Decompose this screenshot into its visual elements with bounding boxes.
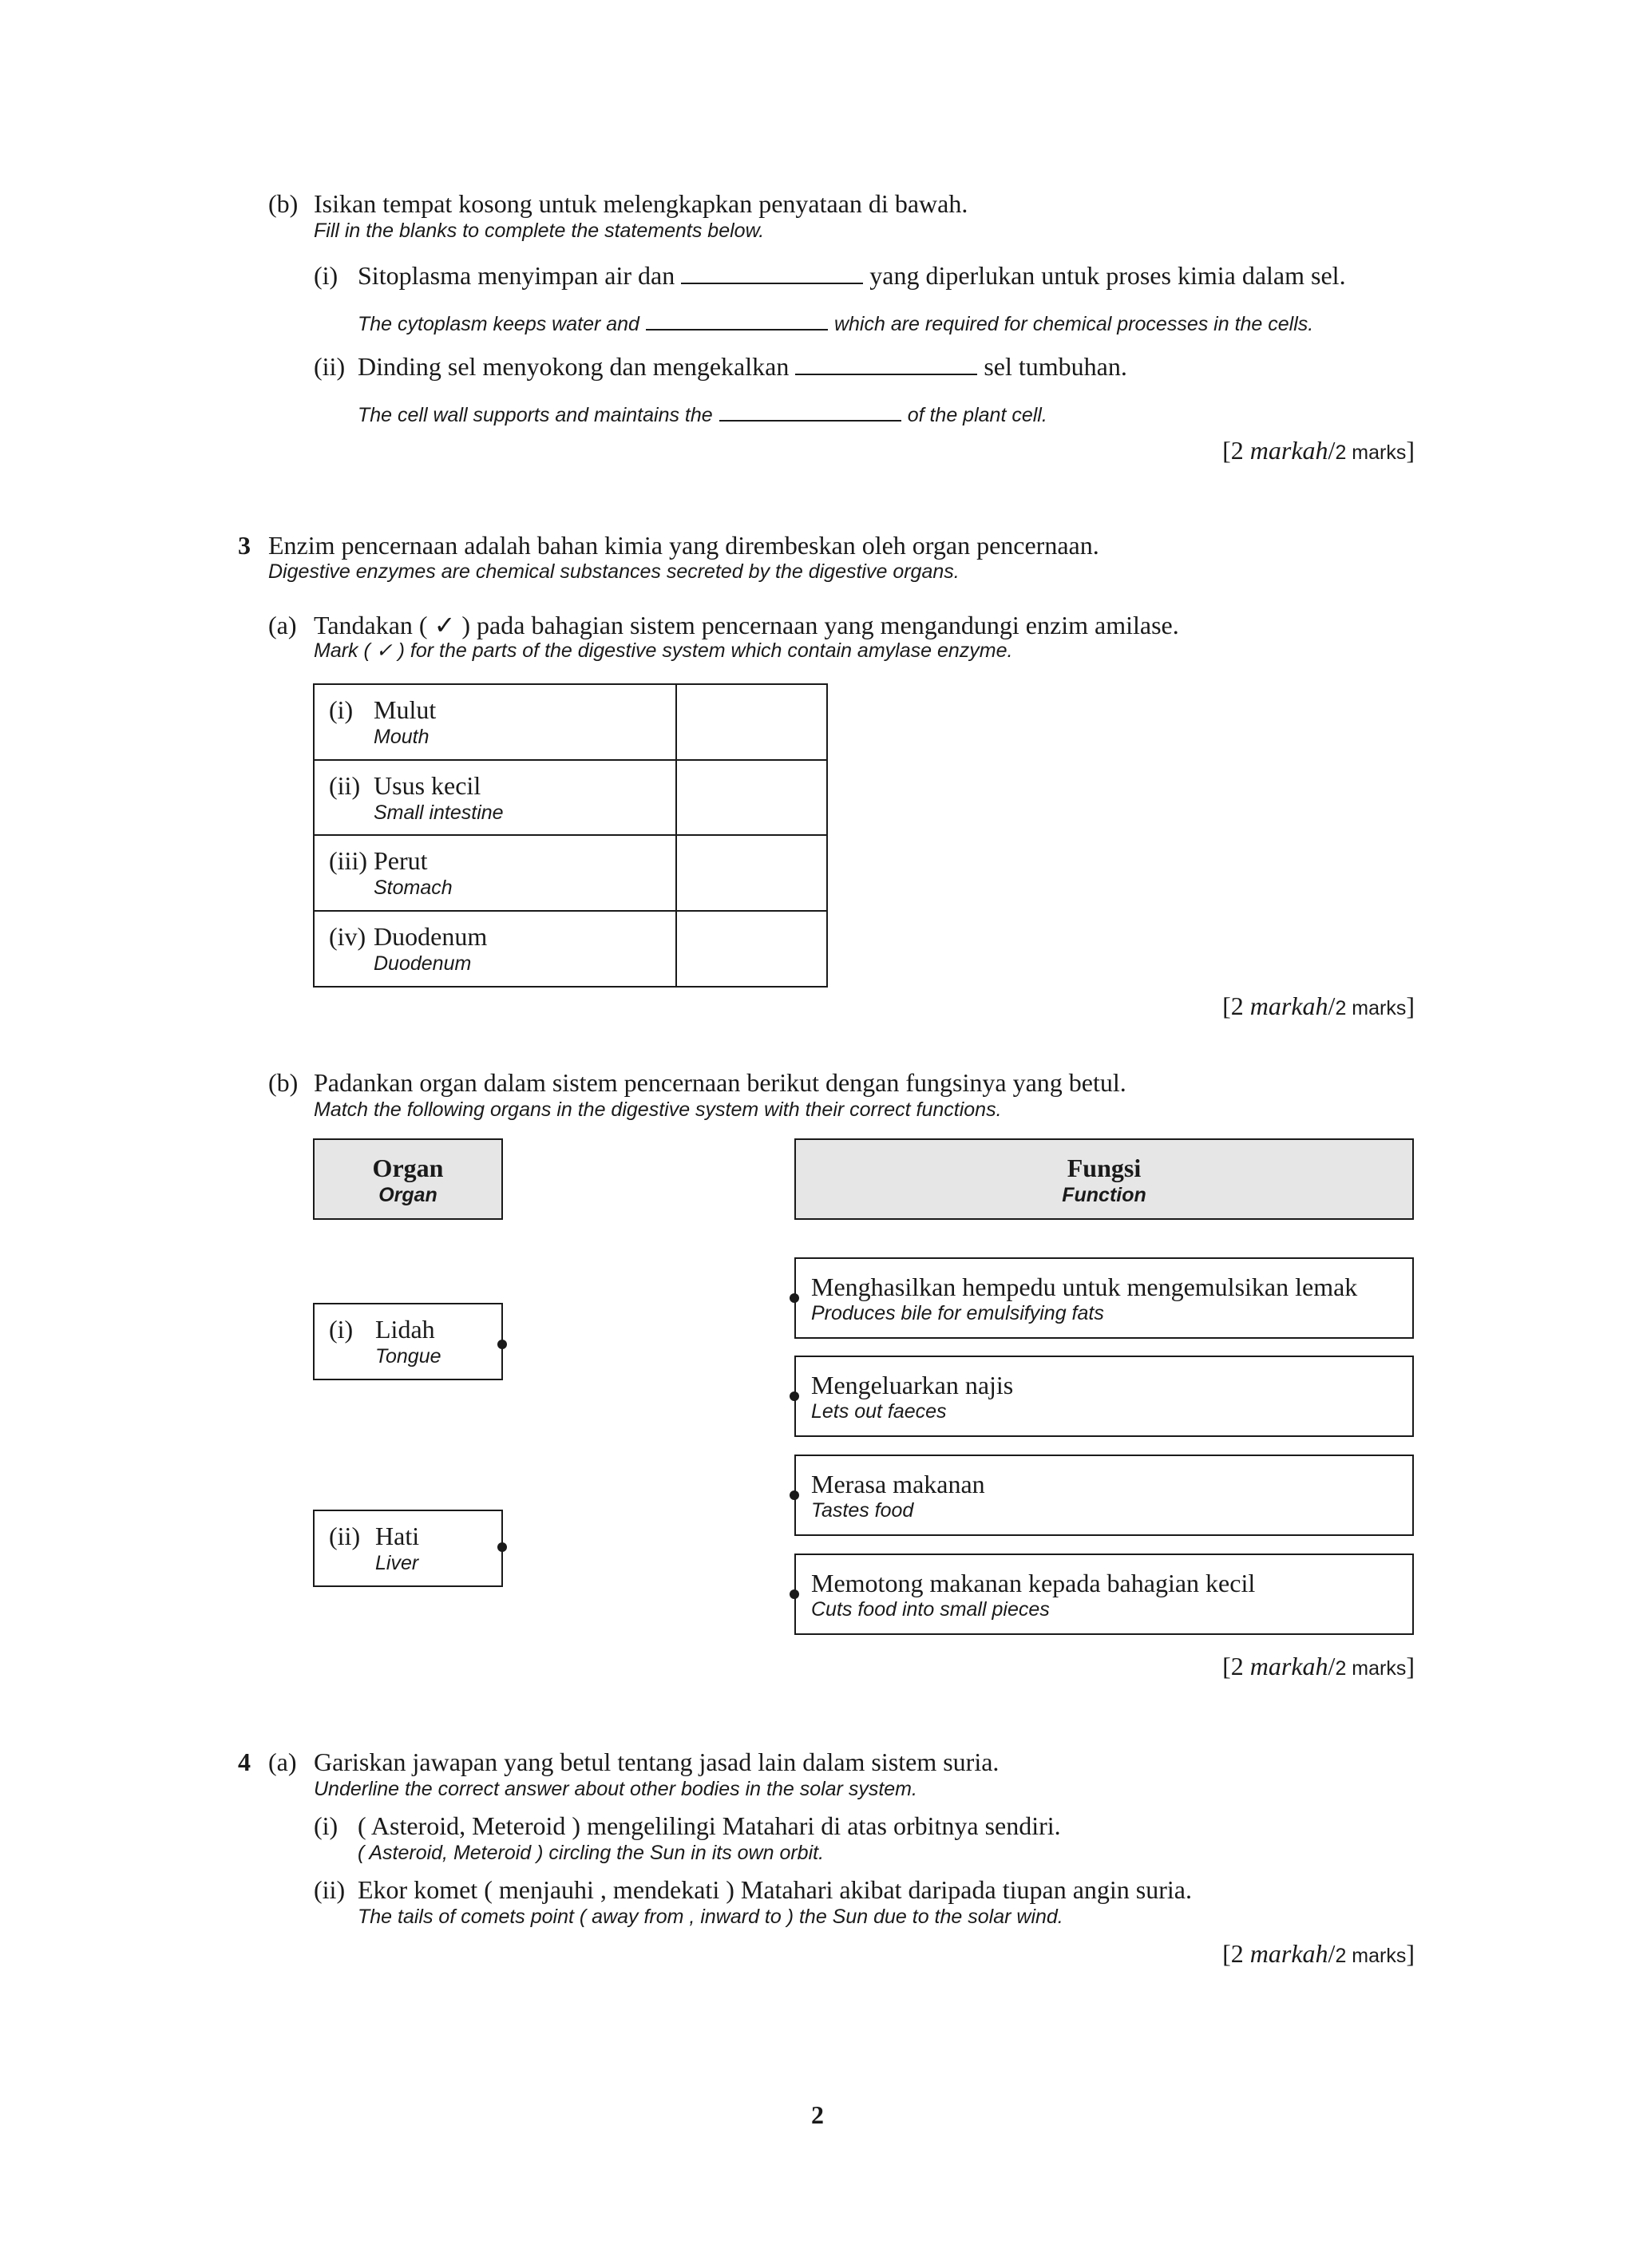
q2b-ii-en-before: The cell wall supports and maintains the <box>358 404 713 426</box>
q3-stem-en: Digestive enzymes are chemical substances secreted by the digestive organs. <box>268 560 960 583</box>
q2b-instruction-en: Fill in the blanks to complete the statements below. <box>314 220 765 242</box>
q3a-row-1-en: Mouth <box>374 726 430 748</box>
function-1-ms: Menghasilkan hempedu untuk mengemulsikan lemak <box>811 1273 1358 1301</box>
q2b-ii-ms-after: sel tumbuhan. <box>984 352 1127 381</box>
q2b-ii-blank-en[interactable] <box>719 401 901 422</box>
q3b-instruction-ms: Padankan organ dalam sistem pencernaan berikut dengan fungsinya yang betul. <box>314 1068 1126 1097</box>
marks-close: ] <box>1406 1652 1415 1680</box>
organ-2-en: Liver <box>375 1552 419 1574</box>
q3a-row-4-en: Duodenum <box>374 952 472 975</box>
function-header-en: Function <box>1062 1184 1146 1206</box>
q3b-marks <box>1222 1651 1415 1684</box>
organ-2-num: (ii) <box>329 1522 361 1550</box>
q2b-i-ms <box>358 260 1346 291</box>
marks-open: [2 <box>1222 1939 1250 1968</box>
q4a-instruction-en: Underline the correct answer about other bodies in the solar system. <box>314 1778 917 1800</box>
q3a-row-3-tick-cell[interactable] <box>675 834 828 912</box>
marks-en: 2 marks <box>1335 441 1407 464</box>
q2b-ii-ms <box>358 351 1127 382</box>
marks-close: ] <box>1406 1939 1415 1968</box>
function-box-4 <box>794 1554 1414 1635</box>
function-3-connector-dot[interactable] <box>790 1490 799 1500</box>
function-3-ms: Merasa makanan <box>811 1470 985 1498</box>
q2b-i-en-before: The cytoplasm keeps water and <box>358 313 639 335</box>
marks-sep: / <box>1328 436 1336 465</box>
marks-en: 2 marks <box>1335 997 1407 1019</box>
marks-sep: / <box>1328 992 1336 1020</box>
marks-en: 2 marks <box>1335 1657 1407 1680</box>
q3a-row-2-num: (ii) <box>329 771 361 800</box>
function-2-en: Lets out faeces <box>811 1400 947 1423</box>
q3a-row-3-label-cell <box>313 834 677 912</box>
organ-2-connector-dot[interactable] <box>497 1542 507 1552</box>
q4a-ii-label: (ii) <box>314 1875 346 1904</box>
q3a-row-3-en: Stomach <box>374 877 453 899</box>
q2b-ii-en <box>358 401 1047 427</box>
function-2-ms: Mengeluarkan najis <box>811 1371 1014 1399</box>
q4a-i-label: (i) <box>314 1811 338 1840</box>
function-4-ms: Memotong makanan kepada bahagian kecil <box>811 1569 1256 1597</box>
page-number: 2 <box>811 2100 824 2129</box>
organ-header-en: Organ <box>378 1184 437 1206</box>
q4a-marks <box>1222 1938 1415 1971</box>
q3b-label: (b) <box>268 1068 299 1097</box>
q2b-marks <box>1222 435 1415 468</box>
function-1-connector-dot[interactable] <box>790 1293 799 1303</box>
function-4-en: Cuts food into small pieces <box>811 1598 1050 1621</box>
function-header-ms: Fungsi <box>1067 1154 1142 1182</box>
q2b-i-label: (i) <box>314 261 338 290</box>
q2b-ii-en-after: of the plant cell. <box>907 404 1047 426</box>
q4a-label: (a) <box>268 1748 297 1776</box>
q2b-instruction-ms: Isikan tempat kosong untuk melengkapkan penyataan di bawah. <box>314 189 968 218</box>
q4a-ii-en: The tails of comets point ( away from , inward to ) the Sun due to the solar wind. <box>358 1906 1063 1928</box>
q3a-row-1-num: (i) <box>329 695 354 724</box>
marks-close: ] <box>1406 436 1415 465</box>
marks-ms: markah <box>1249 436 1328 465</box>
function-box-1 <box>794 1257 1414 1339</box>
marks-open: [2 <box>1222 1652 1250 1680</box>
function-header <box>794 1138 1414 1220</box>
q4-number: 4 <box>238 1748 251 1776</box>
marks-close: ] <box>1406 992 1415 1020</box>
q2b-i-ms-after: yang diperlukan untuk proses kimia dalam sel. <box>869 261 1346 290</box>
organ-box-liver <box>313 1510 503 1587</box>
function-3-en: Tastes food <box>811 1499 914 1522</box>
organ-box-tongue <box>313 1303 503 1380</box>
q2b-i-ms-before: Sitoplasma menyimpan air dan <box>358 261 675 290</box>
q2b-i-en <box>358 310 1313 336</box>
q4a-i-en: ( Asteroid, Meteroid ) circling the Sun in its own orbit. <box>358 1842 825 1864</box>
function-2-connector-dot[interactable] <box>790 1391 799 1401</box>
q3a-label: (a) <box>268 611 297 639</box>
q3a-instruction-ms: Tandakan ( ✓ ) pada bahagian sistem pencernaan yang mengandungi enzim amilase. <box>314 611 1179 639</box>
function-1-en: Produces bile for emulsifying fats <box>811 1302 1104 1324</box>
marks-sep: / <box>1328 1939 1336 1968</box>
organ-header <box>313 1138 503 1220</box>
organ-1-connector-dot[interactable] <box>497 1340 507 1349</box>
q2b-ii-label: (ii) <box>314 352 346 381</box>
organ-header-ms: Organ <box>372 1154 444 1182</box>
function-box-2 <box>794 1356 1414 1437</box>
q4a-i-ms[interactable]: ( Asteroid, Meteroid ) mengelilingi Matahari di atas orbitnya sendiri. <box>358 1811 1061 1840</box>
marks-ms: markah <box>1249 1939 1328 1968</box>
q3a-row-2-tick-cell[interactable] <box>675 759 828 836</box>
q3a-row-1-label-cell <box>313 683 677 761</box>
q3a-row-4-tick-cell[interactable] <box>675 910 828 988</box>
q3a-row-4-ms: Duodenum <box>374 922 488 951</box>
q4a-instruction-ms: Gariskan jawapan yang betul tentang jasad lain dalam sistem suria. <box>314 1748 1000 1776</box>
function-4-connector-dot[interactable] <box>790 1589 799 1599</box>
function-box-3 <box>794 1455 1414 1536</box>
organ-1-ms: Lidah <box>375 1315 435 1344</box>
marks-ms: markah <box>1249 992 1328 1020</box>
q2b-ii-ms-before: Dinding sel menyokong dan mengekalkan <box>358 352 790 381</box>
marks-sep: / <box>1328 1652 1336 1680</box>
q4a-ii-ms[interactable]: Ekor komet ( menjauhi , mendekati ) Matahari akibat daripada tiupan angin suria. <box>358 1875 1192 1904</box>
q3a-row-4-num: (iv) <box>329 922 366 951</box>
q3a-row-1-ms: Mulut <box>374 695 437 724</box>
organ-2-ms: Hati <box>375 1522 420 1550</box>
q2b-i-blank-en[interactable] <box>646 310 828 331</box>
q3a-row-3-ms: Perut <box>374 846 428 875</box>
q3-number: 3 <box>238 531 251 560</box>
q2b-label: (b) <box>268 189 299 218</box>
q2b-i-en-after: which are required for chemical processes in the cells. <box>833 313 1314 335</box>
q3a-instruction-en: Mark ( ✓ ) for the parts of the digestive system which contain amylase enzyme. <box>314 639 1013 662</box>
organ-1-en: Tongue <box>375 1345 441 1368</box>
marks-open: [2 <box>1222 992 1250 1020</box>
q2b-i-blank-ms[interactable] <box>681 263 863 284</box>
q3a-row-1-tick-cell[interactable] <box>675 683 828 761</box>
marks-ms: markah <box>1249 1652 1328 1680</box>
marks-open: [2 <box>1222 436 1250 465</box>
q3-stem-ms: Enzim pencernaan adalah bahan kimia yang dirembeskan oleh organ pencernaan. <box>268 531 1099 560</box>
q2b-ii-blank-ms[interactable] <box>795 354 977 375</box>
organ-1-num: (i) <box>329 1315 354 1344</box>
q3a-row-2-en: Small intestine <box>374 802 504 824</box>
q3a-row-2-ms: Usus kecil <box>374 771 481 800</box>
marks-en: 2 marks <box>1335 1945 1407 1967</box>
q3a-row-4-label-cell <box>313 910 677 988</box>
q3a-marks <box>1222 991 1415 1023</box>
q3b-instruction-en: Match the following organs in the digestive system with their correct functions. <box>314 1098 1002 1121</box>
q3a-row-3-num: (iii) <box>329 846 367 875</box>
